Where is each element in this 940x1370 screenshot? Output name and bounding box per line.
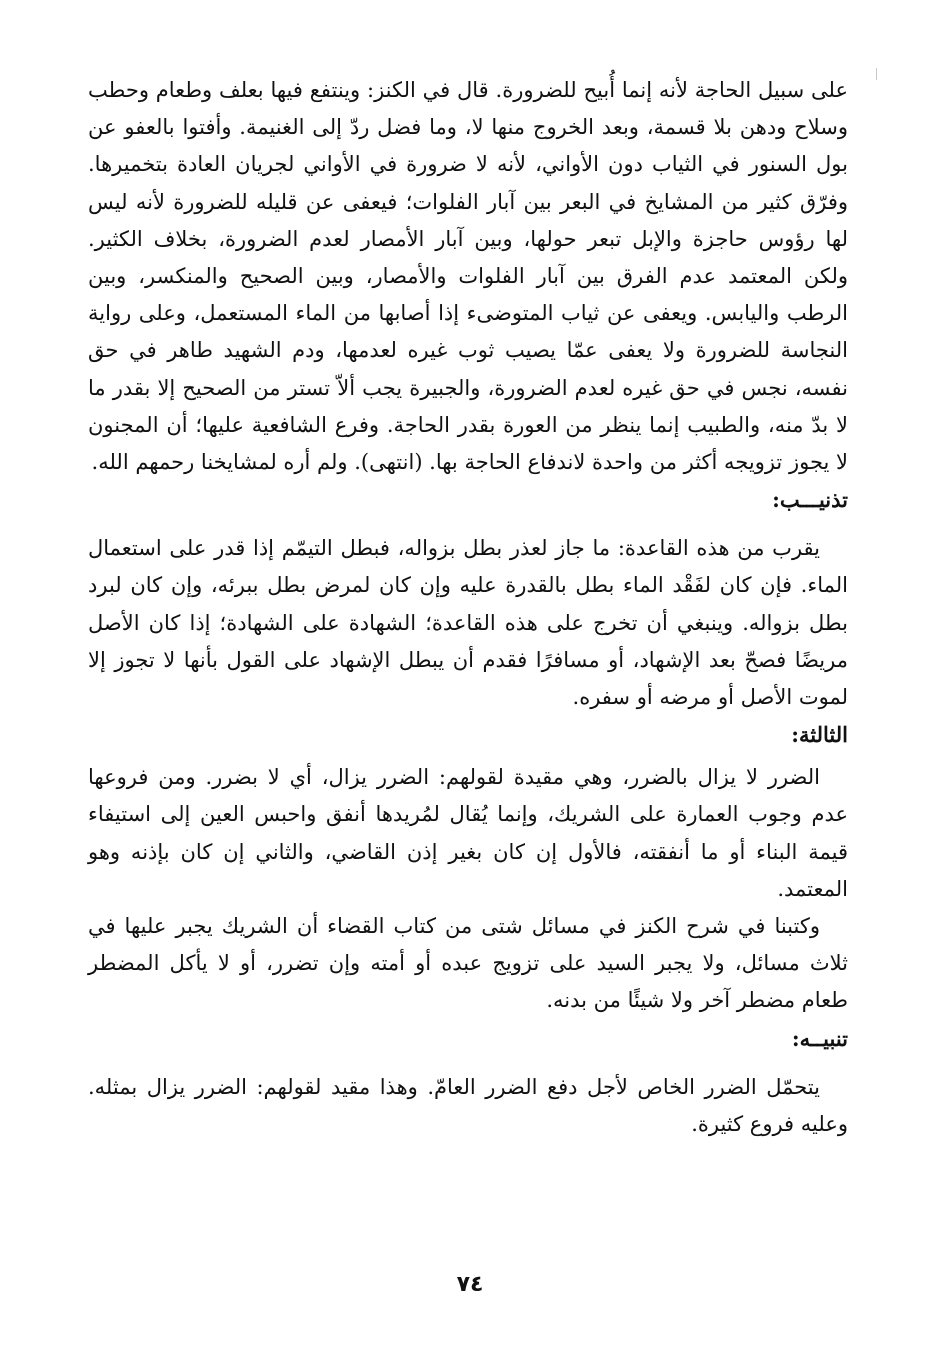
spacer xyxy=(88,518,848,530)
heading-tadhnib: تذنيـــب: xyxy=(772,487,848,513)
spacer xyxy=(88,1057,848,1069)
heading-third-rule: الثالثة: xyxy=(791,722,848,748)
paragraph-sharh-kanz: وكتبنا في شرح الكنز في مسائل شتى من كتاب القضاء أن الشريك يجبر عليها في ثلاث مسائل، ولا يجبر السيد على تزويج عبده أو أمته وإن تضرر، أو لا يأكل المضطر طعام مضطر آخر ولا شيئًا من بدنه. xyxy=(88,914,848,1013)
heading-tanbih: تنبيــه: xyxy=(791,1025,848,1051)
page-number: ٧٤ xyxy=(456,1272,484,1297)
paragraph-tanbih: يتحمّل الضرر الخاص لأجل دفع الضرر العامّ. وهذا مقيد لقولهم: الضرر يزال بمثله. وعليه فروع كثيرة. xyxy=(88,1074,848,1136)
paragraph-third-rule: الضرر لا يزال بالضرر، وهي مقيدة لقولهم: الضرر يزال، أي لا بضرر. ومن فروعها عدم وجوب العمارة على الشريك، وإنما يُقال لمُريدها أنفق واحبس العين إلى استيفاء قيمة البناء أو ما أنفقته، فالأول إن كان بغير إذن القاضي، والثاني إن كان بإذنه وهو المعتمد. xyxy=(88,765,848,901)
page-body xyxy=(88,72,848,1143)
paragraph-continuation: على سبيل الحاجة لأنه إنما أُبيح للضرورة. قال في الكنز: وينتفع فيها بعلف وطعام وحطب وسلاح ودهن بلا قسمة، وبعد الخروج منها لا، وما فضل ردّ إلى الغنيمة. وأفتوا بالعفو عن بول السنور في الثياب دون الأواني، لأنه لا ضرورة في الأواني لجريان العادة بتخميرها. وفرّق كثير من المشايخ في البعر بين آبار الفلوات؛ فيعفى عن قليله للضرورة لأنه ليس لها رؤوس حاجزة والإبل تبعر حولها، وبين آبار الأمصار لعدم الضرورة، بخلاف الكثير. ولكن المعتمد عدم الفرق بين آبار الفلوات والأمصار، وبين الصحيح والمنكسر، وبين الرطب واليابس. ويعفى عن ثياب المتوضىء إذا أصابها من الماء المستعمل، وعلى رواية النجاسة للضرورة ولا يعفى عمّا يصيب ثوب غيره لعدمها، ودم الشهيد طاهر في حق نفسه، نجس في حق غيره لعدم الضرورة، والجبيرة يجب ألاّ تستر من الصحيح إلا بقدر ما لا بدّ منه، والطبيب إنما ينظر من العورة بقدر الحاجة. وفرع الشافعية عليها؛ أن المجنون لا يجوز تزويجه أكثر من واحدة لاندفاع الحاجة بها. (انتهى). ولم أره لمشايخنا رحمهم الله. xyxy=(88,78,848,475)
margin-mark xyxy=(876,68,877,80)
paragraph-tadhnib: يقرب من هذه القاعدة: ما جاز لعذر بطل بزواله، فبطل التيمّم إذا قدر على استعمال الماء. فإن كان لفَقْد الماء بطل بالقدرة عليه وإن كان لمرض بطل ببرئه، وإن كان لبرد بطل بزواله. وينبغي أن تخرج على هذه القاعدة؛ الشهادة على الشهادة؛ إذا كان الأصل مريضًا فصحّ بعد الإشهاد، أو مسافرًا فقدم أن يبطل الإشهاد على القول بأنها لا تجوز إلا لموت الأصل أو مرضه أو سفره. xyxy=(88,536,848,710)
